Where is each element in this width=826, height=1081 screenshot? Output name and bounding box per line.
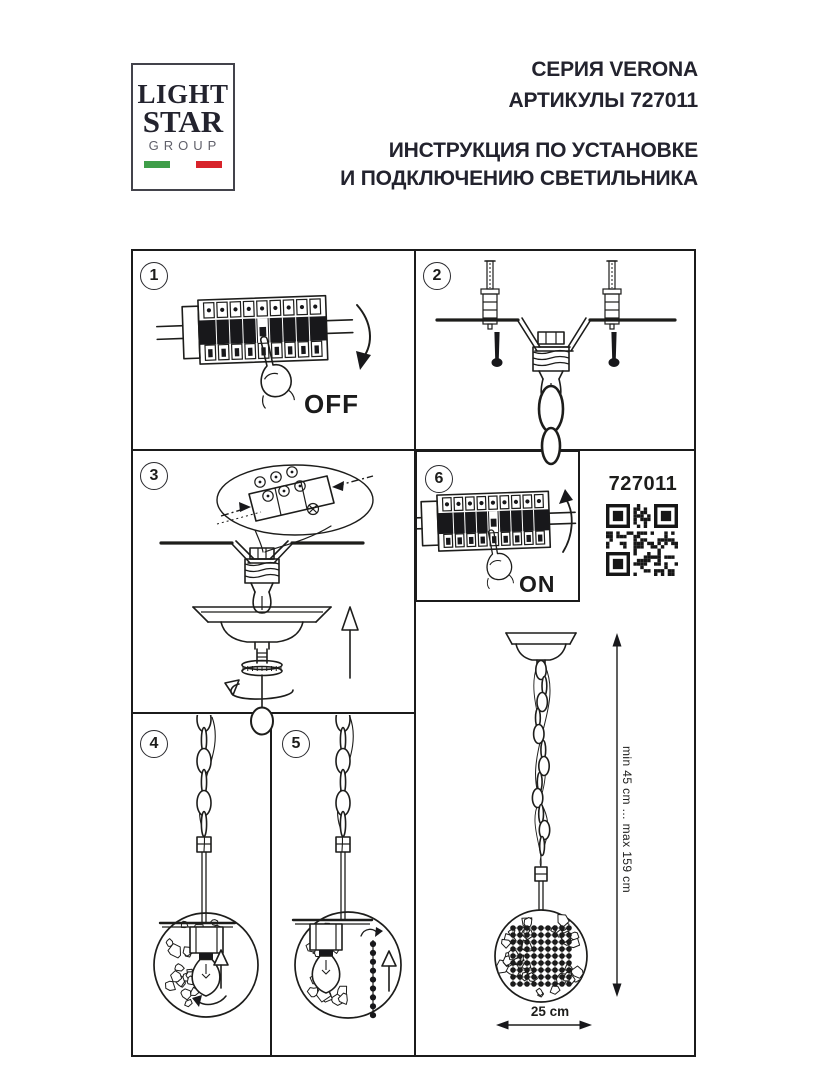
up-arrow-icon	[342, 607, 358, 678]
curved-arrow-icon	[192, 995, 226, 1007]
instruction-title	[340, 137, 698, 193]
article-code: 727011	[608, 473, 678, 495]
logo-light-text: LIGHT	[137, 79, 229, 109]
step3-wiring-canopy-diagram	[133, 452, 413, 742]
chain-icon	[197, 715, 211, 837]
italian-flag-icon	[144, 161, 222, 168]
step6-number-badge: 6	[425, 465, 453, 493]
articles-line: АРТИКУЛЫ 727011	[508, 89, 698, 112]
logo-group-text: GROUP	[148, 138, 222, 153]
step4-number-badge: 4	[140, 730, 168, 758]
screw-icon	[492, 332, 503, 367]
logo-star-text: STAR	[142, 104, 224, 139]
instruction-title-line2: И ПОДКЛЮЧЕНИЮ СВЕТИЛЬНИКА	[340, 167, 698, 190]
bead-strand-icon	[361, 927, 383, 1018]
bead-grid	[510, 925, 572, 987]
curved-arrow-down-icon	[357, 305, 370, 358]
circuit-breaker-icon	[156, 295, 354, 366]
horizontal-dimension-arrow	[496, 1021, 592, 1030]
up-arrow-icon	[382, 951, 396, 991]
on-label: ON	[519, 571, 556, 597]
qr-code	[606, 504, 678, 576]
screw-icon	[609, 332, 620, 367]
lightstar-logo	[131, 63, 235, 191]
diameter-label: 25 cm	[530, 1004, 570, 1019]
step1-number-badge: 1	[140, 262, 168, 290]
step4-lamp-assembly-diagram	[133, 715, 271, 1057]
step5-number-badge: 5	[282, 730, 310, 758]
circuit-breaker-icon	[417, 490, 576, 552]
step5-decor-strand-diagram	[273, 715, 415, 1057]
lamp-socket	[190, 927, 223, 953]
lamp-socket	[310, 924, 342, 950]
step2-number-badge: 2	[423, 262, 451, 290]
terminal-screws	[255, 467, 305, 501]
instruction-title-line1: ИНСТРУКЦИЯ ПО УСТАНОВКЕ	[388, 139, 698, 162]
pendant-dimensions-diagram	[417, 604, 694, 1057]
series-title: СЕРИЯ VERONA	[531, 58, 698, 81]
step2-mounting-bracket-diagram	[417, 251, 694, 467]
step1-breaker-off-diagram	[133, 251, 413, 448]
step3-number-badge: 3	[140, 462, 168, 490]
height-range-label: min 45 cm ... max 159 cm	[620, 746, 634, 893]
curved-arrow-up-icon	[563, 499, 572, 552]
terminal-block-callout	[217, 465, 373, 552]
off-label: OFF	[304, 389, 359, 419]
header-series-block	[509, 54, 698, 116]
bracket-and-nipple	[161, 541, 363, 613]
